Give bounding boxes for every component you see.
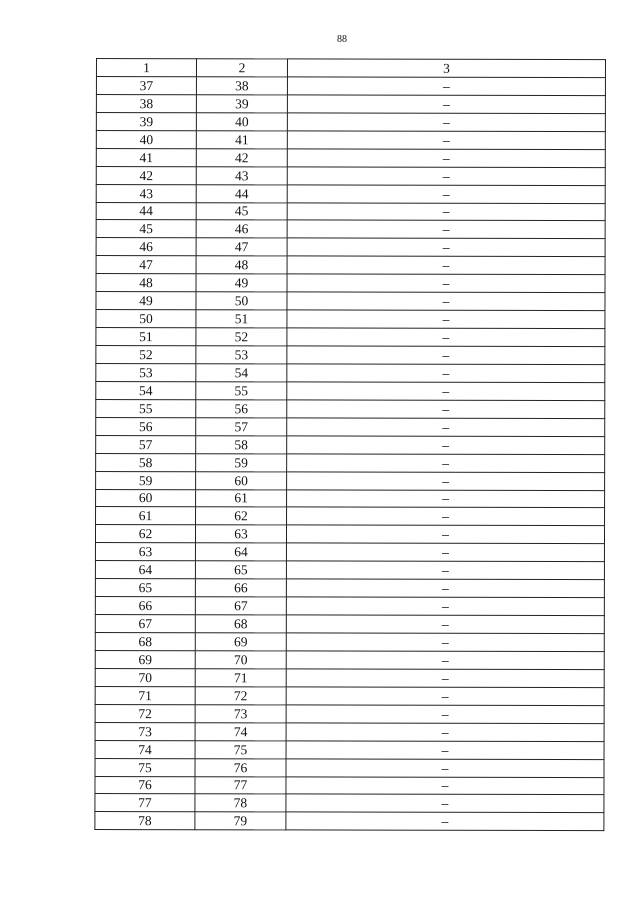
table-row [95, 686, 604, 705]
table-cell: – [286, 741, 604, 760]
table-row [96, 507, 605, 526]
table-row [95, 525, 604, 544]
table-cell: 73 [95, 722, 195, 740]
table-row [96, 346, 605, 365]
table-cell: 65 [95, 579, 195, 597]
table-cell: – [287, 95, 605, 114]
table-cell: 64 [195, 543, 286, 561]
table-cell: – [286, 794, 604, 813]
table-cell: 54 [196, 364, 287, 382]
table-cell: 62 [196, 507, 287, 525]
table-cell: – [286, 579, 604, 598]
table-cell: – [287, 489, 605, 508]
table-cell: 50 [196, 292, 287, 310]
table-row [96, 166, 605, 185]
table-cell: 44 [96, 202, 196, 220]
table-row [96, 256, 605, 275]
table-cell: – [286, 723, 604, 742]
table-cell: 70 [195, 651, 286, 669]
table-row [96, 489, 605, 508]
table-cell: 37 [96, 76, 196, 94]
table-cell: 66 [95, 597, 195, 615]
table-cell: 77 [195, 776, 286, 794]
table-row [96, 453, 605, 472]
table-cell: 58 [96, 453, 196, 471]
data-table [94, 58, 606, 831]
table-cell: 42 [96, 166, 196, 184]
table-cell: – [287, 256, 605, 275]
table-cell: – [286, 669, 604, 688]
table-cell: 76 [95, 776, 195, 794]
table-cell: 41 [196, 130, 287, 148]
table-cell: – [287, 436, 605, 455]
table-row [96, 328, 605, 347]
table-row [95, 704, 604, 723]
table-cell: – [286, 543, 604, 562]
table-row [95, 812, 604, 831]
table-row [96, 471, 605, 490]
table-row [96, 363, 605, 382]
table-cell: 78 [95, 812, 195, 830]
table-cell: – [286, 561, 604, 580]
table-cell: 54 [96, 381, 196, 399]
table-cell: – [287, 310, 605, 329]
table-cell: – [286, 651, 604, 670]
table-cell: – [287, 220, 605, 239]
table-cell: 75 [95, 758, 195, 776]
table-row [96, 202, 605, 221]
table-cell: 45 [96, 220, 196, 238]
table-cell: 39 [196, 95, 287, 113]
table-cell: 71 [95, 686, 195, 704]
table-cell: 45 [196, 202, 287, 220]
table-cell: 48 [196, 256, 287, 274]
table-cell: 69 [95, 650, 195, 668]
table-row [95, 650, 604, 669]
table-row [95, 758, 604, 777]
table-cell: – [286, 758, 604, 777]
column-header-3: 3 [287, 59, 605, 78]
table-cell: 51 [196, 310, 287, 328]
table-cell: – [287, 77, 605, 96]
table-cell: 66 [195, 579, 286, 597]
table-cell: – [287, 418, 605, 437]
table-cell: – [287, 328, 605, 347]
table-cell: – [287, 382, 605, 401]
table-cell: 74 [195, 722, 286, 740]
table-cell: 57 [96, 435, 196, 453]
table-cell: – [287, 471, 605, 490]
table-cell: 71 [195, 669, 286, 687]
table-cell: 68 [195, 615, 286, 633]
table-row [96, 238, 605, 257]
table-cell: – [287, 149, 605, 168]
table-row [96, 112, 605, 131]
table-row [95, 668, 604, 687]
table-cell: 76 [195, 758, 286, 776]
table-cell: 41 [96, 148, 196, 166]
table-cell: 73 [195, 704, 286, 722]
table-cell: – [287, 454, 605, 473]
table-cell: – [286, 615, 604, 634]
table-cell: 67 [95, 615, 195, 633]
table-cell: 39 [96, 112, 196, 130]
table-cell: 38 [196, 77, 287, 95]
column-header-1: 1 [96, 59, 196, 77]
table-cell: 43 [96, 184, 196, 202]
table-cell: 77 [95, 794, 195, 812]
table-row [96, 399, 605, 418]
table-cell: 67 [195, 597, 286, 615]
table-cell: 64 [95, 561, 195, 579]
table-row [95, 794, 604, 813]
table-header-row [96, 59, 605, 78]
table-cell: – [287, 131, 605, 150]
table-cell: – [287, 507, 605, 526]
table-row [96, 148, 605, 167]
table-cell: 40 [96, 130, 196, 148]
table-cell: – [287, 113, 605, 132]
table-row [96, 76, 605, 95]
table-cell: 43 [196, 166, 287, 184]
table-row [95, 615, 604, 634]
table-cell: – [287, 292, 605, 311]
table-row [95, 776, 604, 795]
table-cell: – [286, 812, 604, 831]
table-cell: 53 [96, 363, 196, 381]
table-row [95, 579, 604, 598]
table-row [96, 310, 605, 329]
table-row [95, 632, 604, 651]
table-cell: 60 [96, 489, 196, 507]
column-header-2: 2 [196, 59, 287, 77]
table-cell: 56 [196, 400, 287, 418]
table-row [96, 130, 605, 149]
page-number: 88 [337, 34, 347, 45]
table-cell: – [286, 687, 604, 706]
table-row [96, 292, 605, 311]
table-cell: – [287, 364, 605, 383]
table-cell: 61 [196, 489, 287, 507]
table-cell: 48 [96, 274, 196, 292]
table-row [95, 597, 604, 616]
table-row [96, 184, 605, 203]
table-cell: 55 [196, 382, 287, 400]
table-cell: 38 [96, 94, 196, 112]
table-row [96, 94, 605, 113]
table-row [95, 722, 604, 741]
table-cell: 59 [96, 471, 196, 489]
table-cell: 62 [95, 525, 195, 543]
table-cell: 57 [196, 417, 287, 435]
table-cell: 42 [196, 148, 287, 166]
table-cell: – [287, 167, 605, 186]
table-cell: – [287, 202, 605, 221]
table-cell: – [287, 346, 605, 365]
table-cell: – [287, 400, 605, 419]
table-cell: 52 [96, 346, 196, 364]
table-cell: – [287, 238, 605, 257]
table-body [95, 76, 606, 830]
table-cell: 78 [195, 794, 286, 812]
table-cell: 55 [96, 399, 196, 417]
table-cell: 72 [95, 704, 195, 722]
table-cell: 50 [96, 310, 196, 328]
table-cell: 75 [195, 740, 286, 758]
table-cell: 74 [95, 740, 195, 758]
table-cell: 49 [96, 292, 196, 310]
table-cell: 63 [95, 543, 195, 561]
table-row [95, 543, 604, 562]
table-cell: 68 [95, 632, 195, 650]
table-cell: 51 [96, 328, 196, 346]
table-cell: 63 [195, 525, 286, 543]
table-cell: – [286, 776, 604, 795]
table-cell: 47 [96, 256, 196, 274]
table-cell: 49 [196, 274, 287, 292]
table-cell: 40 [196, 113, 287, 131]
table-row [95, 740, 604, 759]
table-cell: 72 [195, 687, 286, 705]
table-cell: 60 [196, 471, 287, 489]
table-cell: – [286, 597, 604, 616]
table-cell: 70 [95, 668, 195, 686]
table-cell: 46 [196, 220, 287, 238]
table-row [96, 274, 605, 293]
table-row [96, 435, 605, 454]
table-cell: 44 [196, 184, 287, 202]
table-row [96, 381, 605, 400]
table-cell: – [287, 274, 605, 293]
table-cell: – [286, 633, 604, 652]
table-cell: 56 [96, 417, 196, 435]
table-cell: 53 [196, 346, 287, 364]
table-cell: 46 [96, 238, 196, 256]
table-cell: – [286, 525, 604, 544]
table-cell: 58 [196, 435, 287, 453]
table-cell: 47 [196, 238, 287, 256]
table-cell: 65 [195, 561, 286, 579]
table-cell: 69 [195, 633, 286, 651]
table-cell: 52 [196, 328, 287, 346]
table-row [96, 220, 605, 239]
table-cell: 59 [196, 453, 287, 471]
table-row [95, 561, 604, 580]
table-row [96, 417, 605, 436]
table-cell: – [286, 705, 604, 724]
table-cell: 79 [195, 812, 286, 830]
table-cell: – [287, 184, 605, 203]
table-cell: 61 [96, 507, 196, 525]
